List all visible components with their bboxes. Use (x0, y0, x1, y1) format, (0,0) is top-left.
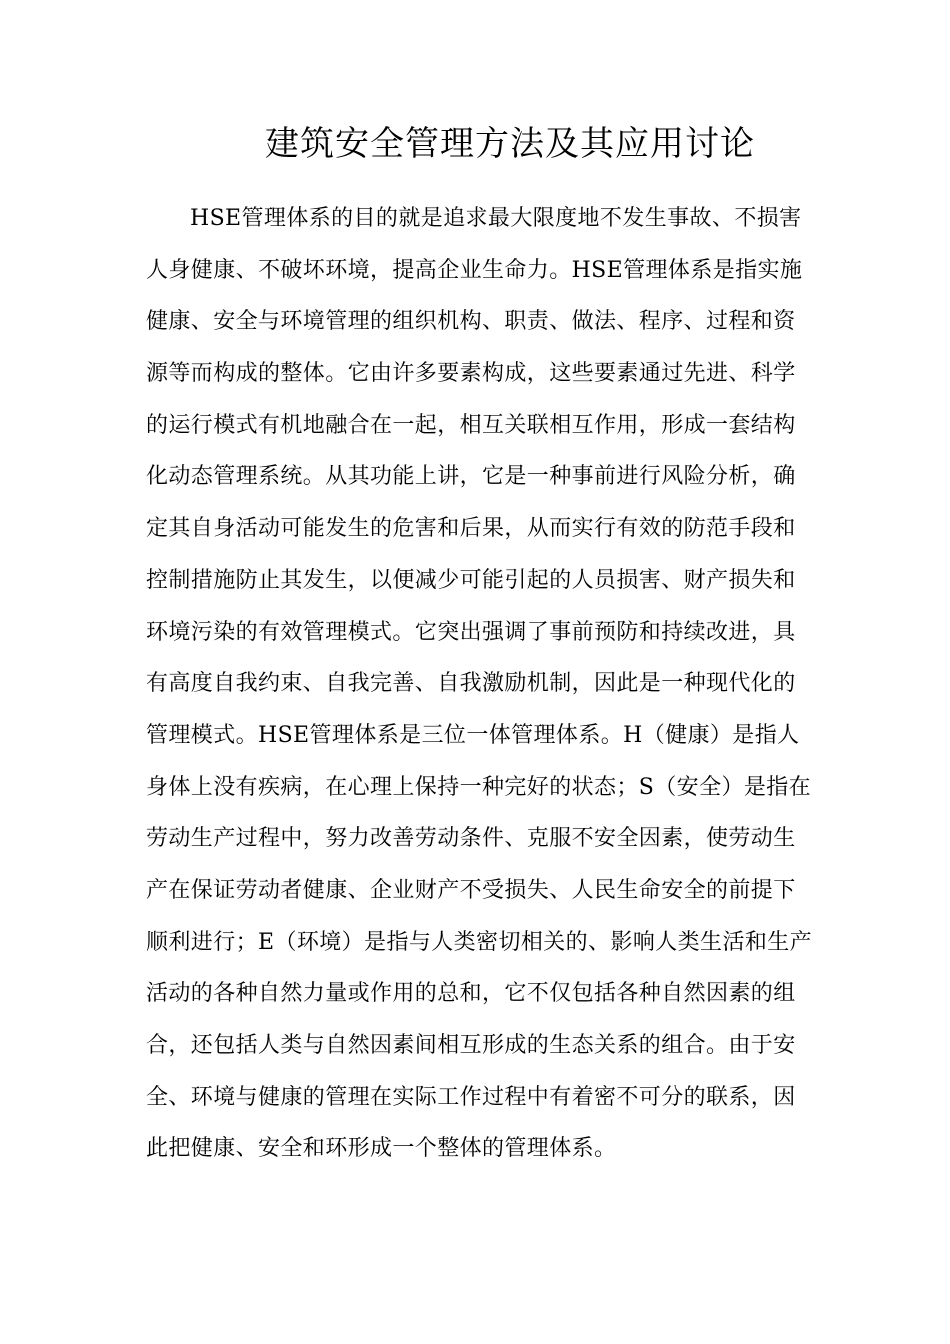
paragraph-line: 劳动生产过程中，努力改善劳动条件、克服不安全因素，使劳动生 (146, 826, 796, 852)
paragraph-line: 全、环境与健康的管理在实际工作过程中有着密不可分的联系，因 (146, 1084, 796, 1110)
paragraph-line: 此把健康、安全和环形成一个整体的管理体系。 (146, 1136, 617, 1162)
paragraph-line: 环境污染的有效管理模式。它突出强调了事前预防和持续改进，具 (146, 619, 796, 645)
paragraph-line: 健康、安全与环境管理的组织机构、职责、做法、程序、过程和资 (146, 309, 796, 335)
paragraph-line: 控制措施防止其发生，以便减少可能引起的人员损害、财产损失和 (146, 567, 796, 593)
paragraph-line: 身体上没有疾病，在心理上保持一种完好的状态；S（安全）是指在 (146, 774, 812, 800)
body-paragraph (146, 193, 816, 1175)
paragraph-line: 有高度自我约束、自我完善、自我激励机制，因此是一种现代化的 (146, 671, 796, 697)
paragraph-line: HSE管理体系的目的就是追求最大限度地不发生事故、不损害 (190, 206, 802, 231)
paragraph-line: 定其自身活动可能发生的危害和后果，从而实行有效的防范手段和 (146, 516, 796, 542)
paragraph-line: 产在保证劳动者健康、企业财产不受损失、人民生命安全的前提下 (146, 877, 796, 903)
paragraph-line: 化动态管理系统。从其功能上讲，它是一种事前进行风险分析，确 (146, 464, 796, 490)
paragraph-line: 活动的各种自然力量或作用的总和，它不仅包括各种自然因素的组 (146, 981, 796, 1007)
paragraph-line: 合，还包括人类与自然因素间相互形成的生态关系的组合。由于安 (146, 1033, 796, 1058)
document-title: 建筑安全管理方法及其应用讨论 (265, 124, 755, 164)
paragraph-line: 人身健康、不破坏环境，提高企业生命力。HSE管理体系是指实施 (146, 257, 803, 283)
paragraph-line: 源等而构成的整体。它由许多要素构成，这些要素通过先进、科学 (146, 361, 796, 387)
paragraph-line: 的运行模式有机地融合在一起，相互关联相互作用，形成一套结构 (146, 412, 796, 438)
paragraph-line: 顺利进行；E（环境）是指与人类密切相关的、影响人类生活和生产 (146, 929, 813, 955)
paragraph-line: 管理模式。HSE管理体系是三位一体管理体系。H（健康）是指人 (146, 722, 800, 748)
